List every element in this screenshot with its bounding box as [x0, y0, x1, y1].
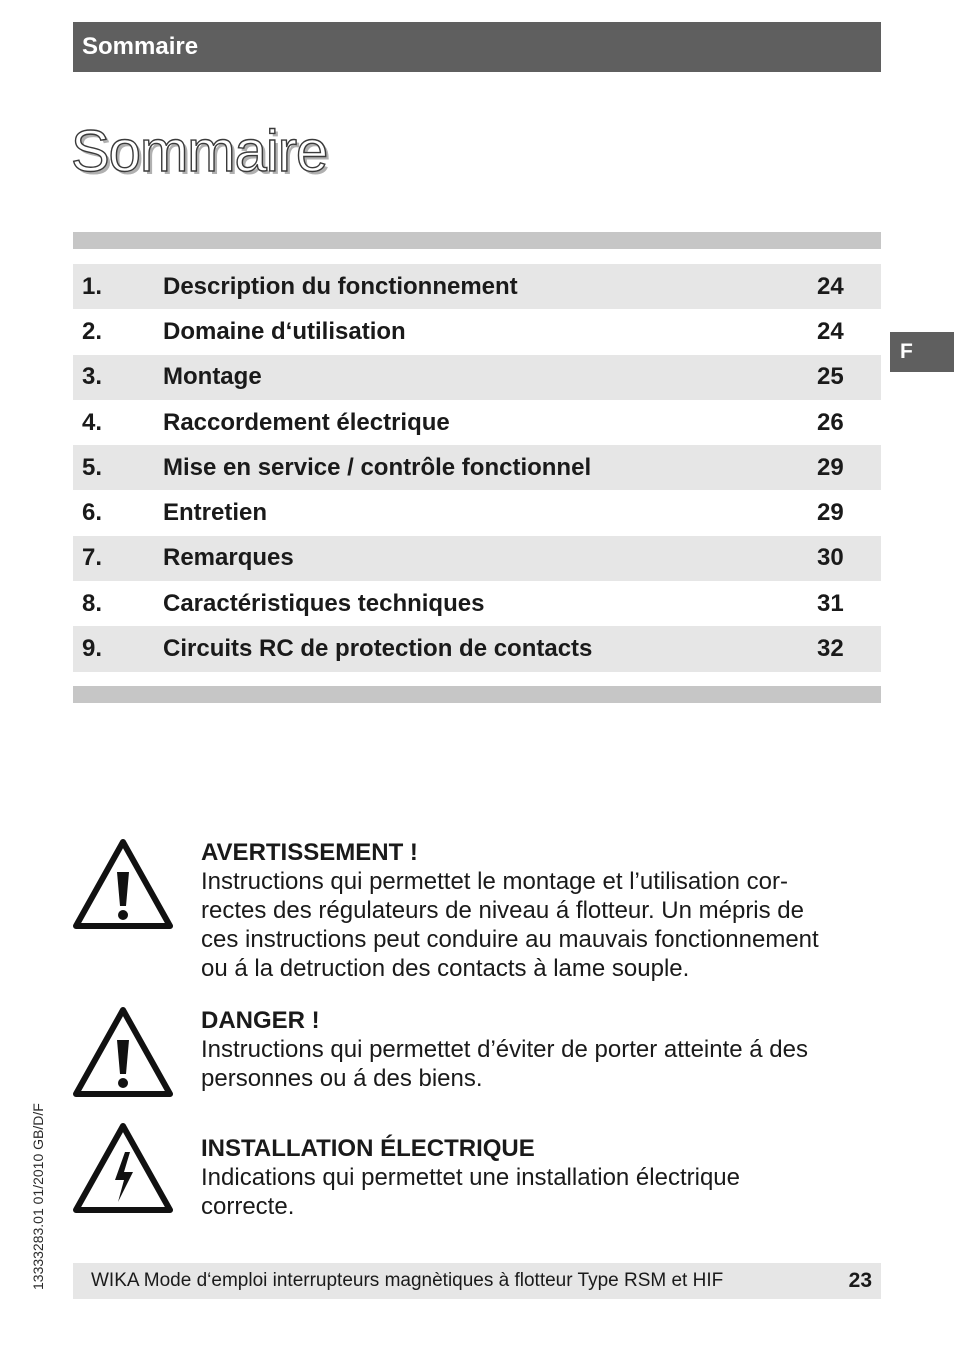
document-code: 13333283.01 01/2010 GB/D/F	[30, 1103, 46, 1290]
notice-heading: DANGER !	[201, 1007, 320, 1034]
notice-line: correcte.	[201, 1193, 295, 1220]
toc-page: 31	[817, 589, 844, 617]
toc-page: 24	[817, 317, 844, 345]
toc-title: Mise en service / contrôle fonctionnel	[163, 453, 592, 481]
toc-title: Caractéristiques techniques	[163, 589, 485, 617]
toc-title: Montage	[163, 363, 262, 391]
toc-page: 24	[817, 272, 844, 300]
toc-number: 5.	[82, 453, 103, 481]
notice-line: personnes ou á des biens.	[201, 1065, 483, 1092]
toc-row[interactable]	[73, 626, 881, 671]
notice-line: Instructions qui permettet d’éviter de porter atteinte á des	[201, 1036, 808, 1063]
notice-line: ou á la detruction des contacts à lame souple.	[201, 955, 690, 982]
toc-number: 2.	[82, 317, 103, 345]
language-tab[interactable]	[890, 332, 954, 372]
danger-notice	[73, 1006, 881, 1096]
notice-heading: INSTALLATION ÉLECTRIQUE	[201, 1135, 535, 1162]
toc-number: 3.	[82, 363, 103, 391]
toc-row[interactable]	[73, 355, 881, 400]
warning-notice	[73, 838, 881, 983]
warning-icon	[73, 838, 173, 930]
notice-line: Instructions qui permettet le montage et l’utilisation cor-	[201, 868, 788, 895]
toc-number: 8.	[82, 589, 103, 617]
electrical-notice	[73, 1120, 881, 1220]
toc-title: Domaine d‘utilisation	[163, 317, 406, 345]
divider-bottom	[73, 686, 881, 703]
toc-page: 25	[817, 363, 844, 391]
toc-row[interactable]	[73, 536, 881, 581]
notice-line: ces instructions peut conduire au mauvais fonctionnement	[201, 926, 819, 953]
toc-number: 4.	[82, 408, 103, 436]
toc-row[interactable]	[73, 309, 881, 354]
page-title: Sommaire	[71, 119, 328, 184]
toc-title: Description du fonctionnement	[163, 272, 518, 300]
language-tab-label: F	[900, 340, 913, 363]
notice-line: Indications qui permettet une installation électrique	[201, 1164, 740, 1191]
page-footer	[73, 1263, 881, 1299]
toc-row[interactable]	[73, 490, 881, 535]
toc-row[interactable]	[73, 445, 881, 490]
toc-title: Entretien	[163, 499, 268, 527]
notice-heading: AVERTISSEMENT !	[201, 839, 418, 866]
section-header	[73, 22, 881, 72]
toc-number: 9.	[82, 635, 103, 663]
notice-line: rectes des régulateurs de niveau á flotteur. Un mépris de	[201, 897, 804, 924]
electrical-hazard-icon	[73, 1122, 173, 1214]
toc-page: 32	[817, 635, 844, 663]
toc-page: 29	[817, 499, 844, 527]
page-number: 23	[848, 1269, 872, 1292]
section-header-title: Sommaire	[82, 33, 199, 60]
toc-title: Raccordement électrique	[163, 408, 450, 436]
danger-icon	[73, 1006, 173, 1098]
toc-row[interactable]	[73, 400, 881, 445]
toc-page: 30	[817, 544, 844, 572]
toc-number: 6.	[82, 499, 103, 527]
toc-row[interactable]	[73, 581, 881, 626]
table-of-contents	[73, 264, 881, 672]
toc-number: 1.	[82, 272, 103, 300]
toc-title: Remarques	[163, 544, 294, 572]
footer-text: WIKA Mode d‘emploi interrupteurs magnètiques à flotteur Type RSM et HIF	[91, 1270, 724, 1291]
toc-title: Circuits RC de protection de contacts	[163, 635, 593, 663]
divider-top	[73, 232, 881, 249]
toc-page: 26	[817, 408, 844, 436]
toc-number: 7.	[82, 544, 103, 572]
toc-page: 29	[817, 453, 844, 481]
toc-row[interactable]	[73, 264, 881, 309]
